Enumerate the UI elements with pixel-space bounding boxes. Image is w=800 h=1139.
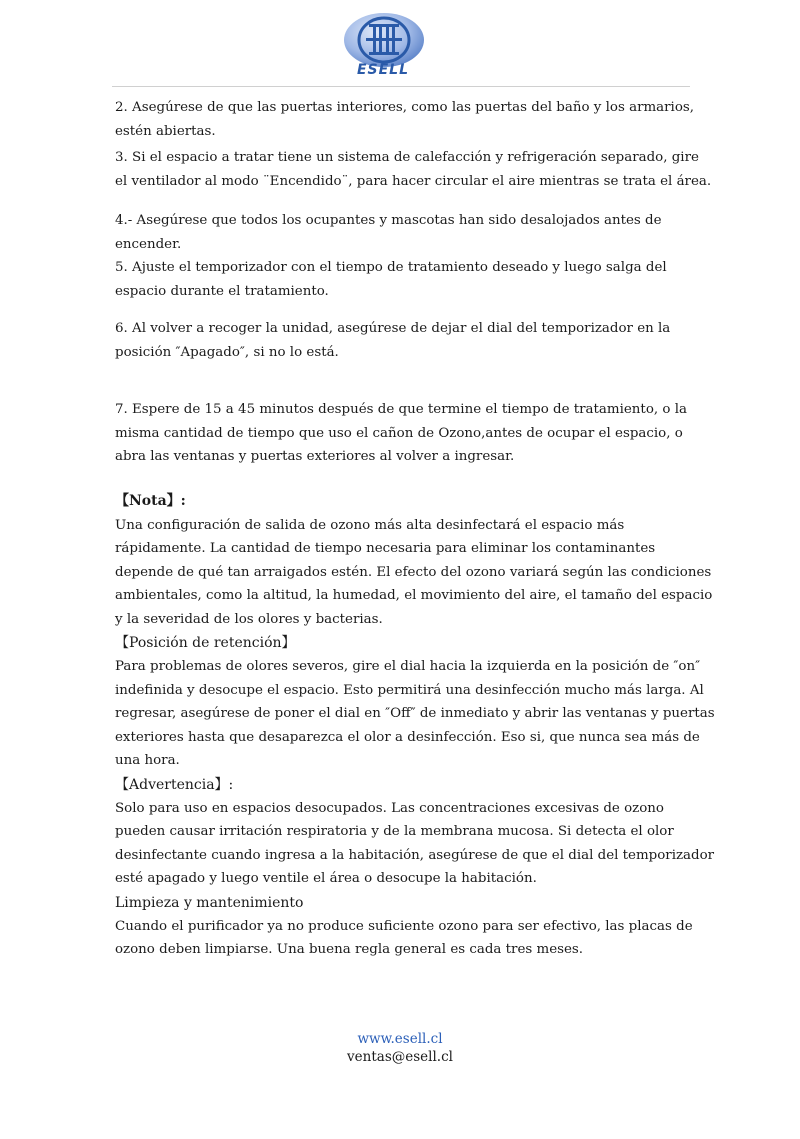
website-link[interactable]: www.esell.cl (357, 1031, 443, 1047)
header-divider (112, 86, 690, 87)
instruction-step-3: 3. Si el espacio a tratar tiene un sistema de calefacción y refrigeración separado, gire el ventilador al modo ¨Encendido¨, para hacer circular el aire mientras se trata el área. (115, 150, 712, 189)
nota-heading: 【Nota】: (115, 492, 186, 509)
logo-wordmark: ESELL (356, 62, 410, 78)
contact-email[interactable]: ventas@esell.cl (347, 1049, 453, 1065)
instruction-step-4: 4.- Asegúrese que todos los ocupantes y mascotas han sido desalojados antes de encender. (115, 213, 662, 252)
advertencia-body: Solo para uso en espacios desocupados. Las concentraciones excesivas de ozono pueden causar irritación respiratoria y de la membrana mucosa. Si detecta el olor desinfectante cuando ingresa a la habitación, asegúrese de que el dial del temporizador esté apagado y luego ventile el área o desocupe la habitación. (115, 800, 715, 886)
instruction-step-5: 5. Ajuste el temporizador con el tiempo de tratamiento deseado y luego salga del espacio durante el tratamiento. (115, 260, 667, 299)
instruction-step-2: 2. Asegúrese de que las puertas interiores, como las puertas del baño y los armarios, estén abiertas. (115, 100, 695, 139)
retencion-body: Para problemas de olores severos, gire el dial hacia la izquierda en la posición de ″on″ indefinida y desocupe el espacio. Esto permitirá una desinfección mucho más larga. Al regresar, asegúrese de poner el dial en ″Off″ de inmediato y abrir las ventanas y puertas exteriores hasta que desaparezca el olor a desinfección. Eso si, que nunca sea más de una hora. (115, 659, 715, 768)
limpieza-body: Cuando el purificador ya no produce suficiente ozono para ser efectivo, las placas de ozono deben limpiarse. Una buena regla general es cada tres meses. (115, 918, 693, 957)
page-header (0, 0, 800, 88)
nota-body: Una configuración de salida de ozono más alta desinfectará el espacio más rápidamente. La cantidad de tiempo necesaria para eliminar los contaminantes depende de qué tan arraigados estén. El efecto del ozono variará según las condiciones ambientales, como la altitud, la humedad, el movimiento del aire, el tamaño del espacio y la severidad de los olores y bacterias. (115, 517, 713, 627)
page-footer (0, 1030, 800, 1066)
advertencia-heading: 【Advertencia】: (115, 776, 234, 793)
document-body (115, 96, 715, 962)
limpieza-heading: Limpieza y mantenimiento (115, 894, 304, 911)
retencion-heading: 【Posición de retención】 (115, 635, 296, 651)
instruction-step-6: 6. Al volver a recoger la unidad, asegúrese de dejar el dial del temporizador en la posición ″Apagado″, si no lo está. (115, 321, 671, 360)
instruction-step-7: 7. Espere de 15 a 45 minutos después de que termine el tiempo de tratamiento, o la misma cantidad de tiempo que uso el cañon de Ozono,antes de ocupar el espacio, o abra las ventanas y puertas exteriores al volver a ingresar. (115, 402, 687, 464)
